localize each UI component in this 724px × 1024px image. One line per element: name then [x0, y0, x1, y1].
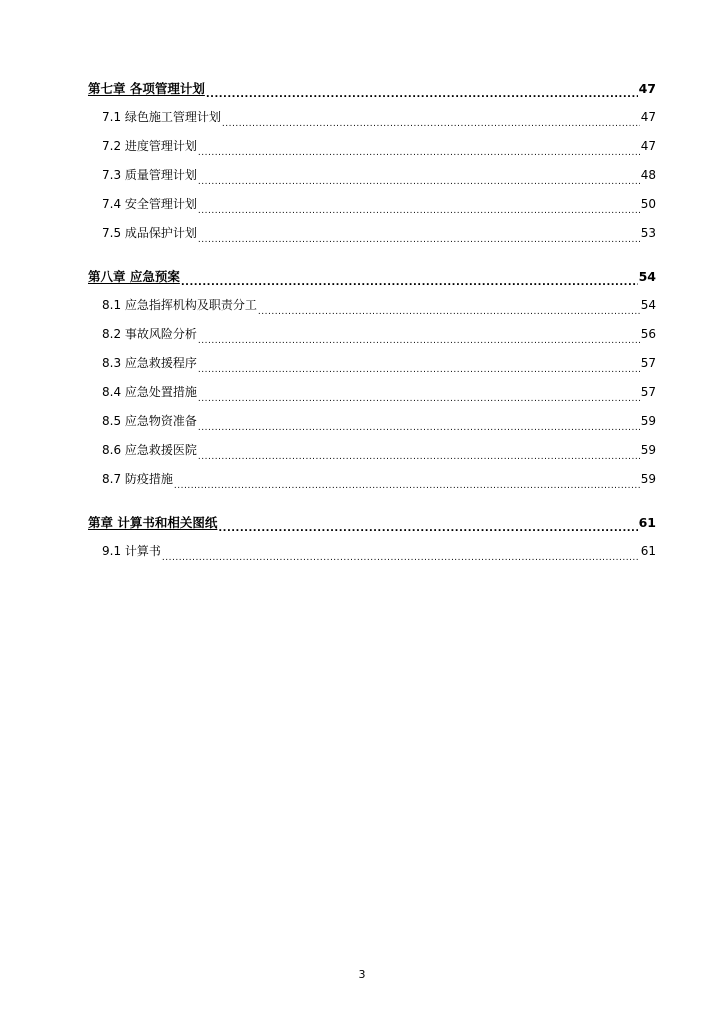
toc-entry-page: 50	[640, 197, 656, 211]
toc-leader-dots	[198, 161, 640, 190]
toc-entry-page: 53	[640, 226, 656, 240]
toc-entry-title: 8.2 事故风险分析	[102, 327, 197, 341]
toc-section-8-2[interactable]	[88, 320, 656, 349]
toc-entry-title: 7.1 绿色施工管理计划	[102, 110, 221, 124]
toc-chapter-7[interactable]	[88, 74, 656, 103]
toc-entry-page: 57	[640, 356, 656, 370]
toc-entry-page: 61	[638, 515, 656, 530]
toc-section-8-1[interactable]	[88, 291, 656, 320]
toc-entry-title: 8.6 应急救援医院	[102, 443, 197, 457]
toc-entry-page: 47	[640, 139, 656, 153]
toc-entry-title: 8.5 应急物资准备	[102, 414, 197, 428]
toc-chapter-8[interactable]	[88, 262, 656, 291]
toc-section-8-5[interactable]	[88, 407, 656, 436]
toc-leader-dots	[198, 219, 640, 248]
toc-entry-title: 8.7 防疫措施	[102, 472, 173, 486]
toc-section-7-3[interactable]	[88, 161, 656, 190]
toc-section-7-1[interactable]	[88, 103, 656, 132]
toc-leader-dots	[198, 378, 640, 407]
toc-entry-title: 第八章 应急预案	[88, 269, 180, 284]
toc-entry-page: 56	[640, 327, 656, 341]
toc-section-7-4[interactable]	[88, 190, 656, 219]
toc-entry-page: 48	[640, 168, 656, 182]
toc-leader-dots	[258, 291, 640, 320]
toc-entry-title: 7.5 成品保护计划	[102, 226, 197, 240]
toc-leader-dots	[181, 262, 638, 291]
toc-section-7-5[interactable]	[88, 219, 656, 248]
toc-entry-title: 8.1 应急指挥机构及职责分工	[102, 298, 257, 312]
toc-entry-page: 59	[640, 443, 656, 457]
toc-leader-dots	[198, 349, 640, 378]
page-number: 3	[358, 968, 366, 981]
toc-entry-title: 第七章 各项管理计划	[88, 81, 205, 96]
toc-leader-dots	[198, 190, 640, 219]
toc-leader-dots	[222, 103, 640, 132]
toc-chapter-9[interactable]	[88, 508, 656, 537]
toc-entry-title: 8.4 应急处置措施	[102, 385, 197, 399]
toc-entry-page: 59	[640, 414, 656, 428]
toc-entry-title: 7.4 安全管理计划	[102, 197, 197, 211]
toc-section-8-6[interactable]	[88, 436, 656, 465]
toc-leader-dots	[198, 132, 640, 161]
toc-entry-title: 8.3 应急救援程序	[102, 356, 197, 370]
toc-entry-page: 61	[640, 544, 656, 558]
toc-leader-dots	[218, 508, 637, 537]
toc-leader-dots	[198, 407, 640, 436]
toc-entry-page: 57	[640, 385, 656, 399]
toc-leader-dots	[206, 74, 638, 103]
toc-entry-title: 9.1 计算书	[102, 544, 161, 558]
toc-entry-title: 7.3 质量管理计划	[102, 168, 197, 182]
toc-leader-dots	[174, 465, 640, 494]
toc-entry-title: 第章 计算书和相关图纸	[88, 515, 218, 530]
toc-leader-dots	[198, 320, 640, 349]
toc-section-7-2[interactable]	[88, 132, 656, 161]
toc-leader-dots	[162, 537, 640, 566]
toc-section-8-3[interactable]	[88, 349, 656, 378]
toc-entry-page: 47	[638, 81, 656, 96]
toc-section-9-1[interactable]	[88, 537, 656, 566]
toc-leader-dots	[198, 436, 640, 465]
toc-entry-title: 7.2 进度管理计划	[102, 139, 197, 153]
toc-section-8-7[interactable]	[88, 465, 656, 494]
toc-entry-page: 54	[640, 298, 656, 312]
toc-entry-page: 59	[640, 472, 656, 486]
table-of-contents	[88, 74, 656, 566]
toc-entry-page: 54	[638, 269, 656, 284]
toc-section-8-4[interactable]	[88, 378, 656, 407]
toc-entry-page: 47	[640, 110, 656, 124]
